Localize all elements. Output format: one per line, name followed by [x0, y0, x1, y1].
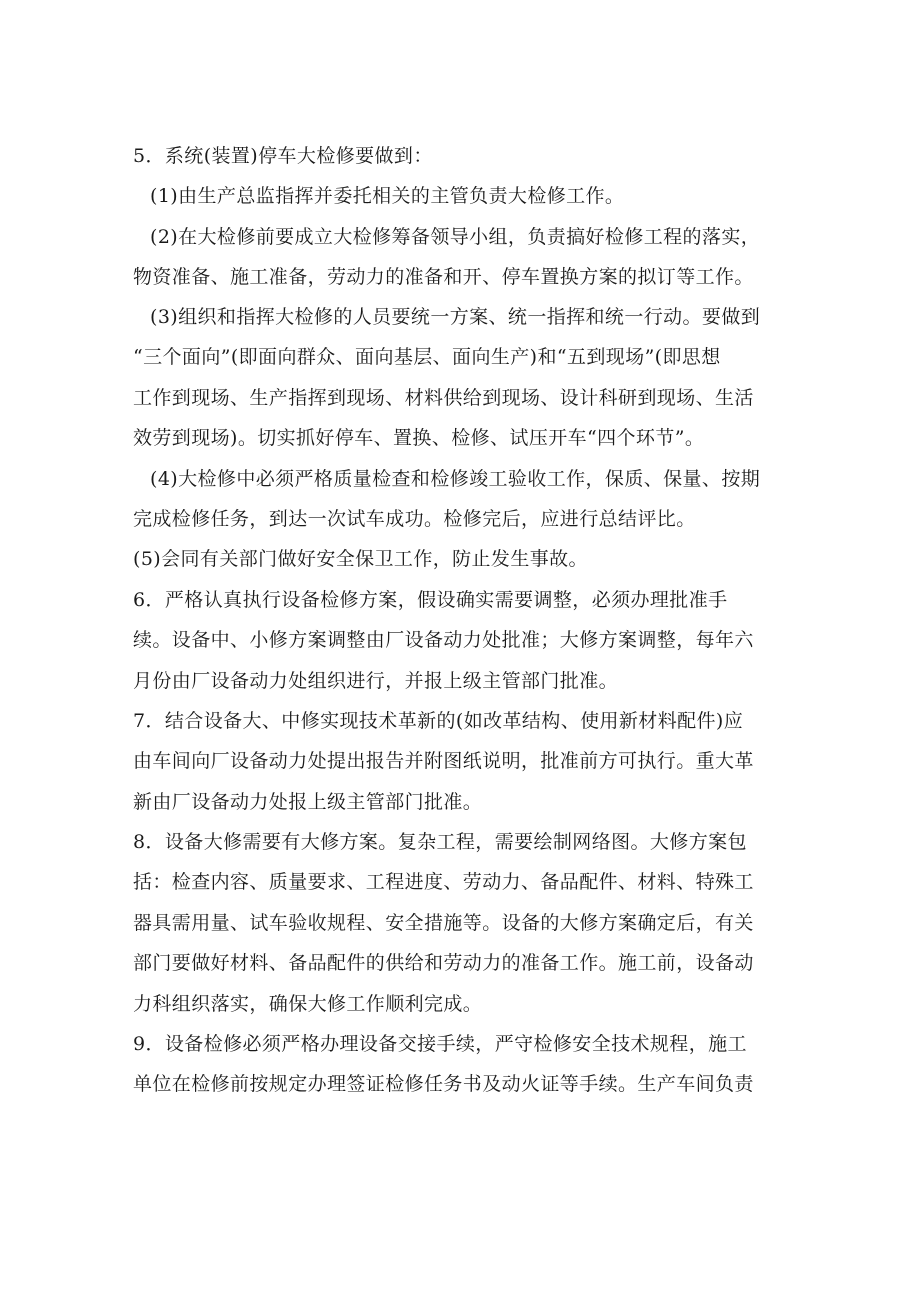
paragraph-line: (3)组织和指挥大检修的人员要统一方案、统一指挥和统一行动。要做到: [150, 306, 761, 328]
paragraph-line: 力科组织落实，确保大修工作顺利完成。: [133, 993, 483, 1015]
paragraph-line: 续。设备中、小修方案调整由厂设备动力处批准；大修方案调整，每年六: [133, 629, 754, 651]
paragraph-line: 器具需用量、试车验收规程、安全措施等。设备的大修方案确定后，有关: [133, 912, 754, 934]
heading-item-8: 8．设备大修需要有大修方案。复杂工程，需要绘制网络图。大修方案包: [133, 831, 747, 853]
heading-item-9: 9．设备检修必须严格办理设备交接手续，严守检修安全技术规程，施工: [133, 1033, 747, 1055]
paragraph-line: 单位在检修前按规定办理签证检修任务书及动火证等手续。生产车间负责: [133, 1073, 754, 1095]
paragraph-line: 效劳到现场)。切实抓好停车、置换、检修、试压开车“四个环节”。: [133, 427, 705, 449]
paragraph-line: “三个面向”(即面向群众、面向基层、面向生产)和“五到现场”(即思想: [133, 346, 721, 368]
paragraph-line: (5)会同有关部门做好安全保卫工作，防止发生事故。: [133, 548, 588, 570]
heading-item-6: 6．严格认真执行设备检修方案，假设确实需要调整，必须办理批准手: [133, 589, 728, 611]
paragraph-line: (2)在大检修前要成立大检修筹备领导小组，负责搞好检修工程的落实，: [150, 226, 761, 248]
paragraph-line: (4)大检修中必须严格质量检查和检修竣工验收工作，保质、保量、按期: [150, 468, 761, 490]
paragraph-line: 括：检查内容、质量要求、工程进度、劳动力、备品配件、材料、特殊工: [133, 871, 754, 893]
heading-item-7: 7．结合设备大、中修实现技术革新的(如改革结构、使用新材料配件)应: [133, 710, 744, 732]
paragraph-line: 新由厂设备动力处报上级主管部门批准。: [133, 791, 483, 813]
paragraph-line: 完成检修任务，到达一次试车成功。检修完后，应进行总结评比。: [133, 508, 696, 530]
heading-item-5: 5．系统(装置)停车大检修要做到：: [133, 145, 433, 167]
paragraph-line: 月份由厂设备动力处组织进行，并报上级主管部门批准。: [133, 670, 619, 692]
paragraph-line: 由车间向厂设备动力处提出报告并附图纸说明，批准前方可执行。重大革: [133, 750, 754, 772]
paragraph-line: 工作到现场、生产指挥到现场、材料供给到现场、设计科研到现场、生活: [133, 387, 754, 409]
paragraph-line: 部门要做好材料、备品配件的供给和劳动力的准备工作。施工前，设备动: [133, 952, 754, 974]
paragraph-line: 物资准备、施工准备，劳动力的准备和开、停车置换方案的拟订等工作。: [133, 266, 754, 288]
paragraph-line: (1)由生产总监指挥并委托相关的主管负责大检修工作。: [150, 185, 625, 207]
